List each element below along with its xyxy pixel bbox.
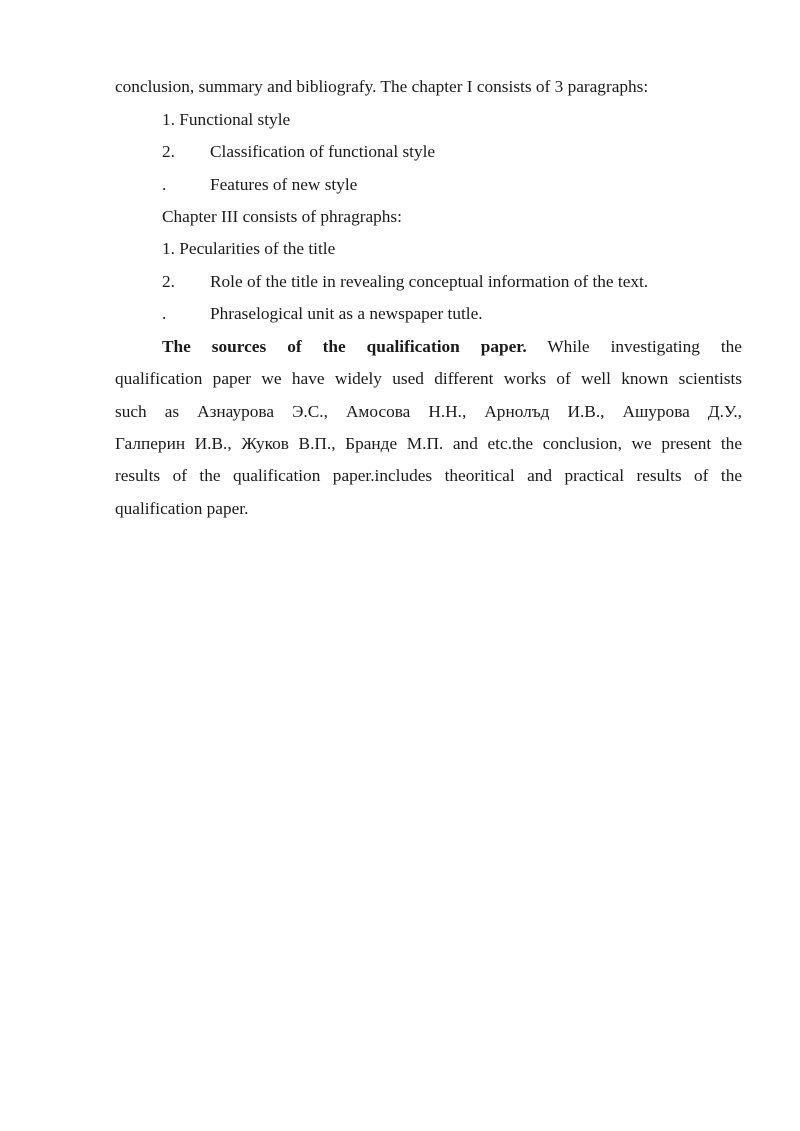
chapter3-item-1 <box>162 238 335 260</box>
item-text: Features of new style <box>210 175 358 194</box>
item-text: Role of the title in revealing conceptual information of the text. <box>210 272 649 291</box>
sources-heading: The sources of the qualification paper. <box>162 337 527 356</box>
item-number: . <box>162 175 167 194</box>
sources-line-5: results of the qualification paper.includes theoritical and practical results of the <box>115 466 742 485</box>
chapter3-heading: Chapter III consists of phragraphs: <box>162 207 402 226</box>
item-number: 2. <box>162 272 175 291</box>
sources-line-3: such as Азнаурова Э.С., Амосова Н.Н., Арнолъд И.В., Ашурова Д.У., <box>115 402 742 421</box>
item-number: . <box>162 304 167 323</box>
intro-line: conclusion, summary and bibliografy. The chapter I consists of 3 paragraphs: <box>115 77 649 96</box>
item-number: 2. <box>162 142 175 161</box>
sources-line-6: qualification paper. <box>115 499 249 518</box>
item-text: Pecularities of the title <box>179 239 336 258</box>
item-number: 1. <box>162 110 175 129</box>
sources-line-2: qualification paper we have widely used different works of well known scientists <box>115 369 742 388</box>
chapter1-item-1 <box>162 109 290 131</box>
item-number: 1. <box>162 239 175 258</box>
item-text: Classification of functional style <box>210 142 436 161</box>
sources-line-1: The sources of the qualification paper. While investigating the <box>162 337 742 356</box>
item-text: Phraselogical unit as a newspaper tutle. <box>210 304 483 323</box>
sources-line-4: Галперин И.В., Жуков В.П., Бранде М.П. and etc.the conclusion, we present the <box>115 434 742 453</box>
item-text: Functional style <box>179 110 291 129</box>
